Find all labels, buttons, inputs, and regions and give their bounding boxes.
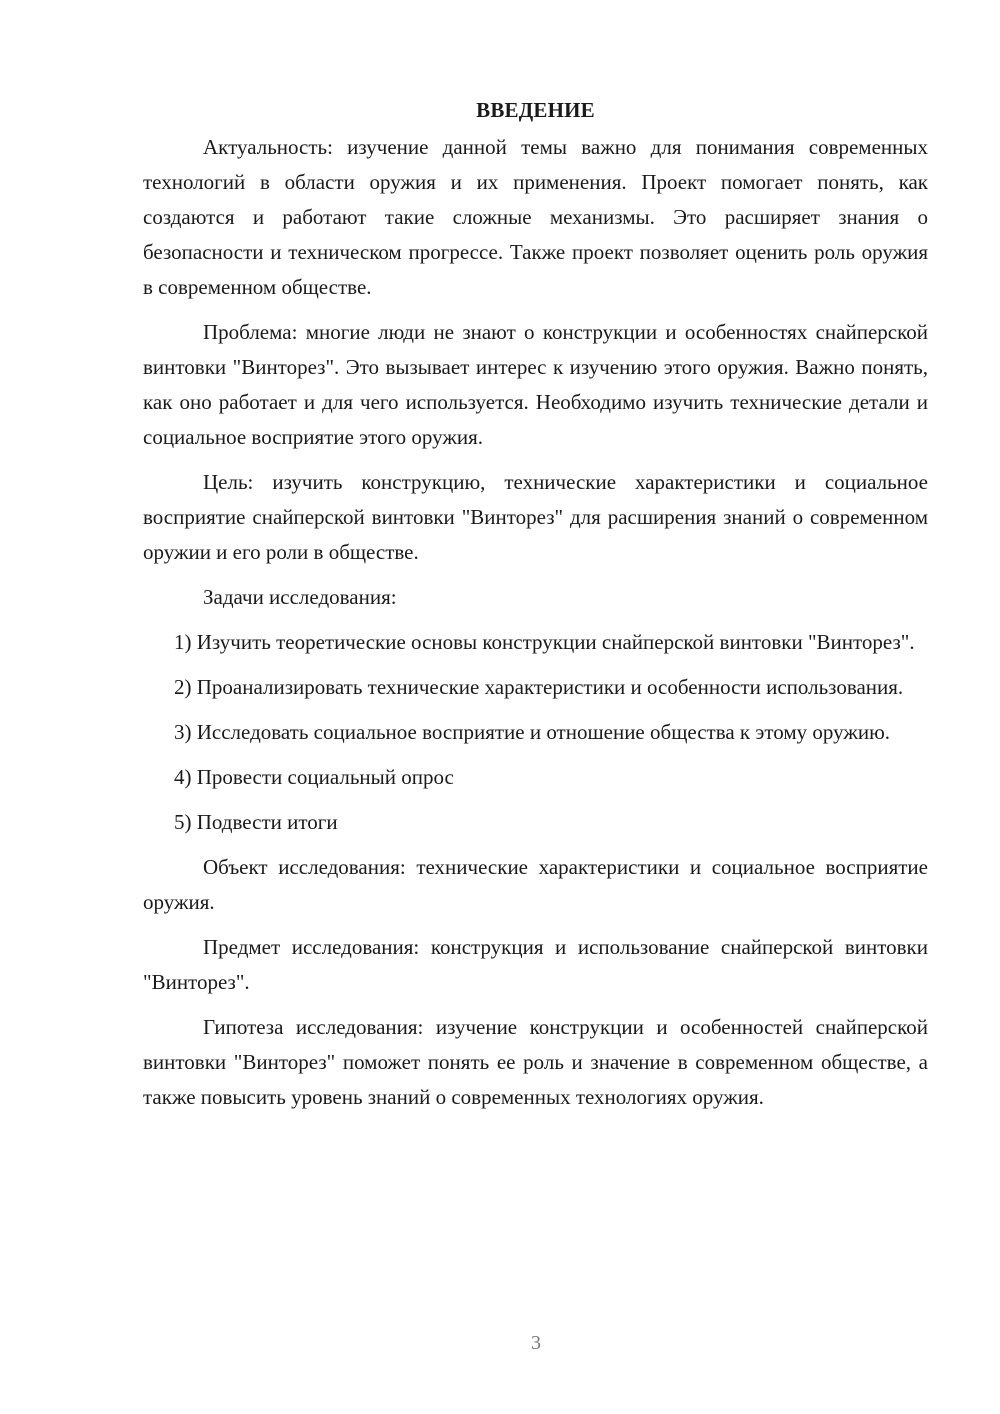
section-title: ВВЕДЕНИЕ <box>476 98 595 122</box>
goal-paragraph: Цель: изучить конструкцию, технические характеристики и социальное восприятие снайперской винтовки "Винторез" для расширения знаний о современном оружии и его роли в обществе. <box>143 470 928 564</box>
task-item-2: 2) Проанализировать технические характеристики и особенности использования. <box>174 675 904 699</box>
tasks-heading: Задачи исследования: <box>203 585 397 609</box>
problem-paragraph: Проблема: многие люди не знают о конструкции и особенностях снайперской винтовки "Винторез". Это вызывает интерес к изучению этого оружия. Важно понять, как оно работает и для чего используется. Необходимо изучить технические детали и социальное восприятие этого оружия. <box>143 320 928 449</box>
task-item-1: 1) Изучить теоретические основы конструкции снайперской винтовки "Винторез". <box>174 630 915 654</box>
object-paragraph: Объект исследования: технические характеристики и социальное восприятие оружия. <box>143 855 928 914</box>
task-item-4: 4) Провести социальный опрос <box>174 765 454 789</box>
relevance-paragraph: Актуальность: изучение данной темы важно для понимания современных технологий в области оружия и их применения. Проект помогает понять, как создаются и работают такие сложные механизмы. Это расширяет знания о безопасности и техническом прогрессе. Также проект позволяет оценить роль оружия в современном обществе. <box>143 135 928 299</box>
task-item-3: 3) Исследовать социальное восприятие и отношение общества к этому оружию. <box>174 720 891 744</box>
task-item-5: 5) Подвести итоги <box>174 810 338 834</box>
page-number: 3 <box>531 1332 541 1354</box>
page-content <box>143 92 928 1115</box>
subject-paragraph: Предмет исследования: конструкция и использование снайперской винтовки "Винторез". <box>143 935 928 994</box>
hypothesis-paragraph: Гипотеза исследования: изучение конструкции и особенностей снайперской винтовки "Винторез" поможет понять ее роль и значение в современном обществе, а также повысить уровень знаний о современных технологиях оружия. <box>143 1015 928 1109</box>
